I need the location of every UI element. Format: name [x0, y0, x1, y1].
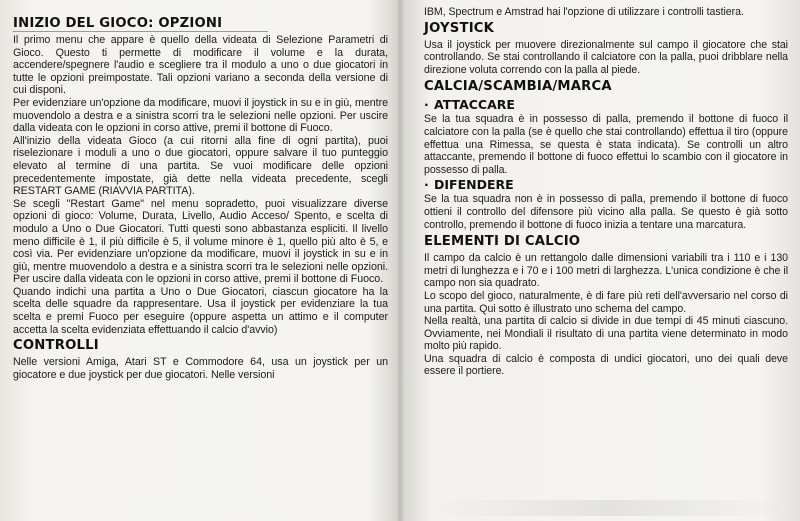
elements-paragraph-4: Una squadra di calcio è composta di undici giocatori, uno dei quali deve essere il portiere. [424, 352, 788, 378]
page-smudge [430, 500, 790, 516]
subheading-attack-label: ATTACCARE [434, 97, 515, 113]
joystick-paragraph: Usa il joystick per muovere direzionalmente sul campo il giocatore che stai controllando. Se stai controllando il calciatore con la palla, puoi dribblare nella direzione voluta correndo con la palla al piede. [424, 38, 788, 76]
intro-paragraph-2: Per evidenziare un'opzione da modificare, muovi il joystick in su e in giù, mentre muovendolo a destra e a sinistra scorri tra le selezioni nelle opzioni. Per uscire dalla videata con le opzioni in corso attive, premi il bottone di Fuoco. [13, 96, 388, 135]
intro-paragraph-4: Se scegli "Restart Game" nel menu sopradetto, puoi visualizzare diverse opzioni di gioco: Volume, Durata, Livello, Audio Acceso/ Spento, e scelta di modulo a Uno o Due Giocatori. Tutti questi sono abbastanza espliciti. Il livello meno difficile è 1, il più difficile è 5, il volume minore è 1, quello più alto è 5, e così via. Per evidenziare un'opzione da modificare, muovi il joystick in su e in giù, mentre muovendolo a destra e a sinistra scorri tra le selezioni nelle opzioni. Per uscire dalla videata con le opzioni in corso attive, premi il bottone di Fuoco. [13, 197, 388, 286]
elements-paragraph-1: Il campo da calcio è un rettangolo dalle dimensioni variabili tra i 110 e i 130 metri di lunghezza e i 70 e i 100 metri di larghezza. L'unica condizione è che il campo non sia quadrato. [424, 252, 788, 290]
elements-paragraph-2: Lo scopo del gioco, naturalmente, è di fare più reti dell'avversario nel corso di una partita. Qui sotto è illustrato uno schema del campo. [424, 289, 788, 315]
controls-paragraph: Nelle versioni Amiga, Atari ST e Commodore 64, usa un joystick per un giocatore e due joystick per due giocatori. Nelle versioni [13, 356, 388, 381]
heading-controls: CONTROLLI [13, 338, 99, 354]
subheading-defend: · DIFENDERE [424, 177, 514, 193]
attack-paragraph: Se la tua squadra è in possesso di palla, premendo il bottone di fuoco il calciatore con la palla (se è quello che stai controllando) effettua il tiro (oppure effettua una Rimessa, se questa è stata indicata). Se controlli un altro attaccante, premendo il bottone di fuoco effettui lo scambio con il giocatore in possesso di palla. [424, 113, 788, 176]
intro-paragraph-5: Quando indichi una partita a Uno o Due Giocatori, ciascun giocatore ha la scelta delle squadre da rappresentare. Usa il joystick per evidenziare la tua scelta e premi Fuoco per eseguire (oppure aspetta un attimo e il computer accetta la scelta evidenziata effettuando il calcio d'avvio) [13, 285, 388, 336]
intro-paragraph-1: Il primo menu che appare è quello della videata di Selezione Parametri di Gioco. Questo ti permette di modificare il volume e la durata, accendere/spegnere l'audio e scegliere tra il modulo a uno o due giocatori in tutte le opzioni preimpostate. Tali opzioni variano a seconda della versione di cui disponi. [13, 34, 388, 97]
subheading-attack: · ATTACCARE [424, 97, 515, 113]
defend-paragraph: Se la tua squadra non è in possesso di palla, premendo il bottone di fuoco ottieni il controllo del difensore più vicino alla palla. Se questo è già sotto controllo, premendo il bottone di fuoco inizia a tentare una marcatura. [424, 193, 788, 231]
right-page [404, 0, 800, 521]
heading-joystick: JOYSTICK [424, 20, 495, 36]
left-page [0, 0, 398, 521]
heading-kick-pass-mark: CALCIA/SCAMBIA/MARCA [424, 79, 612, 95]
elements-paragraph-3: Nella realtà, una partita di calcio si divide in due tempi di 45 minuti ciascuno. Ovviamente, nei Mondiali il risultato di una partita viene determinato in modo molto più rapido. [424, 315, 788, 353]
heading-football-elements: ELEMENTI DI CALCIO [424, 234, 581, 250]
heading-game-start-options: INIZIO DEL GIOCO: OPZIONI [13, 16, 223, 31]
subheading-defend-label: DIFENDERE [434, 177, 514, 193]
continued-paragraph: IBM, Spectrum e Amstrad hai l'opzione di utilizzare i controlli tastiera. [424, 6, 744, 18]
heading-underline [13, 31, 268, 32]
intro-paragraph-3: All'inizio della videata Gioco (a cui ritorni alla fine di ogni partita), puoi riselezionare i moduli a uno o due giocatori, oppure salvare il tuo punteggio elevato al termine di una partita. Se vuoi modificare delle opzioni precedentemente impostate, già dette nella videata precedente, scegli RESTART GAME (RIAVVIA PARTITA). [13, 134, 388, 198]
